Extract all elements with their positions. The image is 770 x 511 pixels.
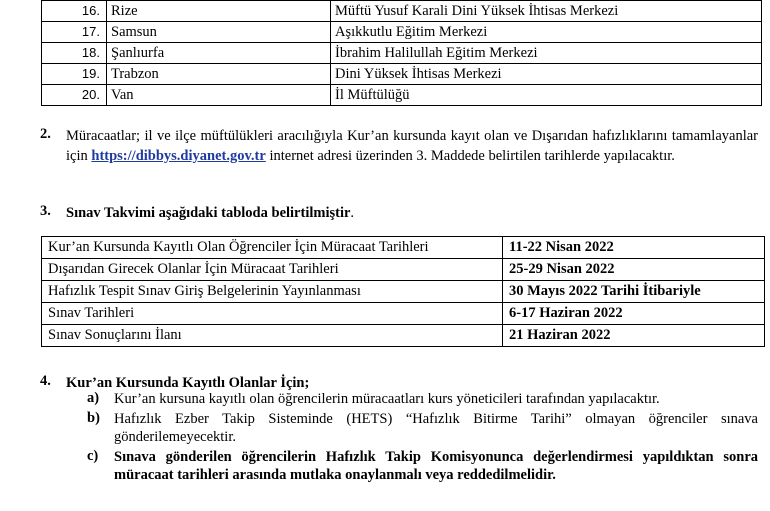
row-number: 17. [42, 22, 107, 43]
section-2-text-after: internet adresi üzerinden 3. Maddede belirtilen tarihlerde yapılacaktır. [265, 148, 675, 164]
row-number: 20. [42, 85, 107, 106]
schedule-date: 25-29 Nisan 2022 [503, 259, 765, 281]
table-row [42, 64, 762, 85]
city-name: Van [107, 85, 331, 106]
table-row [42, 303, 765, 325]
item-b-letter: b) [87, 410, 100, 426]
schedule-label: Sınav Sonuçlarını İlanı [42, 325, 503, 347]
item-a-letter: a) [87, 390, 100, 406]
section-3-title [66, 203, 758, 223]
table-row [42, 43, 762, 64]
center-name: İl Müftülüğü [331, 85, 762, 106]
schedule-label: Sınav Tarihleri [42, 303, 503, 325]
schedule-date: 30 Mayıs 2022 Tarihi İtibariyle [503, 281, 765, 303]
exam-schedule-table [41, 236, 765, 347]
city-name: Samsun [107, 22, 331, 43]
section-2-number: 2. [40, 126, 51, 142]
schedule-date: 6-17 Haziran 2022 [503, 303, 765, 325]
item-c-letter: c) [87, 448, 99, 464]
section-4-number: 4. [40, 373, 51, 389]
center-name: Dini Yüksek İhtisas Merkezi [331, 64, 762, 85]
row-number: 18. [42, 43, 107, 64]
schedule-label: Dışarıdan Girecek Olanlar İçin Müracaat Tarihleri [42, 259, 503, 281]
item-b-text: Hafızlık Ezber Takip Sisteminde (HETS) “Hafızlık Bitirme Tarihi” olmayan öğrenciler sınava gönderilemeyecektir. [114, 411, 758, 445]
section-3-number: 3. [40, 203, 51, 219]
center-name: Aşıkkutlu Eğitim Merkezi [331, 22, 762, 43]
center-name: Müftü Yusuf Karali Dini Yüksek İhtisas Merkezi [331, 1, 762, 22]
table-row [42, 22, 762, 43]
table-row [42, 85, 762, 106]
schedule-label: Kur’an Kursunda Kayıtlı Olan Öğrenciler İçin Müracaat Tarihleri [42, 237, 503, 259]
section-3-title-end: . [350, 205, 355, 221]
row-number: 19. [42, 64, 107, 85]
city-name: Rize [107, 1, 331, 22]
schedule-date: 21 Haziran 2022 [503, 325, 765, 347]
schedule-date: 11-22 Nisan 2022 [503, 237, 765, 259]
section-2-text-before: Müracaatlar; il ve ilçe müftülükleri aracılığıyla Kur’an kursunda kayıt olan ve Dışarıdan hafızlıklarını tamamlayanlar için [66, 128, 758, 164]
section-3-title-text: Sınav Takvimi aşağıdaki tabloda belirtilmiştir [66, 205, 351, 221]
table-row [42, 325, 765, 347]
section-2-paragraph [66, 126, 758, 166]
dibbys-link[interactable]: https://dibbys.diyanet.gov.tr [91, 148, 266, 164]
city-name: Trabzon [107, 64, 331, 85]
item-a-text: Kur’an kursuna kayıtlı olan öğrencilerin müracaatları kurs yöneticileri tarafından yapılacaktır. [114, 391, 660, 407]
table-row [42, 1, 762, 22]
city-center-table [41, 0, 762, 106]
schedule-label: Hafızlık Tespit Sınav Giriş Belgelerinin Yayınlanması [42, 281, 503, 303]
item-c-text: Sınava gönderilen öğrencilerin Hafızlık Takip Komisyonunca değerlendirmesi yapıldıktan sonra müracaat tarihleri arasında mutlaka onaylanmalı veya reddedilmelidir. [114, 449, 758, 483]
row-number: 16. [42, 1, 107, 22]
table-row [42, 237, 765, 259]
table-row [42, 259, 765, 281]
table-row [42, 281, 765, 303]
center-name: İbrahim Halilullah Eğitim Merkezi [331, 43, 762, 64]
city-name: Şanlıurfa [107, 43, 331, 64]
section-4-title: Kur’an Kursunda Kayıtlı Olanlar İçin; [66, 375, 310, 391]
